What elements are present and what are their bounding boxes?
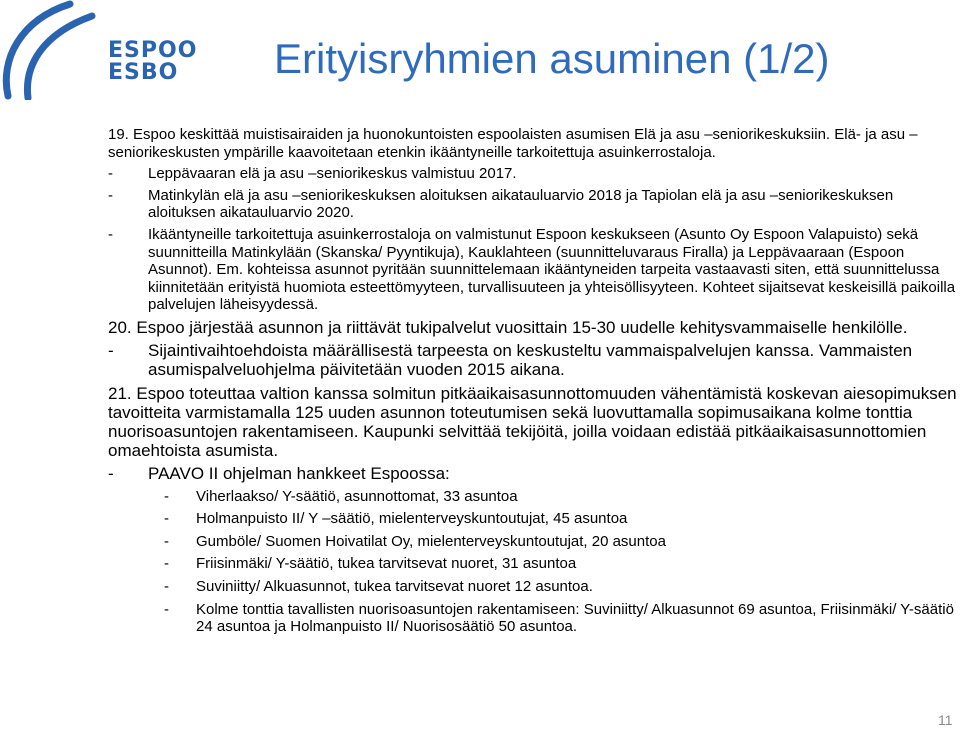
- list-item-text: Matinkylän elä ja asu –seniorikeskuksen aloituksen aikatauluarvio 2018 ja Tapiolan elä ja asu –seniorikeskuksen aloituksen aikatauluarvio 2020.: [148, 186, 894, 222]
- sub-list-item: [164, 510, 958, 528]
- sub-list-item: [164, 555, 958, 573]
- list-item: [108, 226, 958, 314]
- list-dash: -: [164, 532, 169, 550]
- list-item-text: Ikääntyneille tarkoitettuja asuinkerrostaloja on valmistunut Espoon keskukseen (Asunto Oy Espoon Valapuisto) sekä suunnitteilla Matinkylään (Skanska/ Pyyntikuja), Kauklahteen (suunnitteluvaraus Firalla) ja Leppävaaraan (Espoon Asunnot). Em. kohteissa asunnot pyritään suunnittelemaan ikääntyneiden tarpeita vastaavasti siten, että suunnittelussa kiinnitetään erityistä huomiota esteettömyyteen, turvallisuuteen ja yhteisöllisyyteen. Kohteet sijaitsevat keskeisillä paikoilla palvelujen läheisyydessä.: [148, 225, 956, 314]
- list-dash: -: [164, 510, 169, 528]
- list-item-text: PAAVO II ohjelman hankkeet Espoossa:: [148, 464, 450, 484]
- list-item: [108, 341, 958, 379]
- list-item: [108, 187, 958, 222]
- logo-line-2: ESBO: [108, 60, 179, 85]
- list-dash: -: [108, 464, 114, 484]
- sub-list-item: [164, 601, 958, 636]
- list-item: [108, 165, 958, 183]
- slide-body: [108, 126, 958, 641]
- paragraph-20: 20. Espoo järjestää asunnon ja riittävät tukipalvelut vuosittain 15-30 uudelle kehitysvammaiselle henkilölle.: [108, 317, 908, 337]
- sub-list-item-text: Viherlaakso/ Y-säätiö, asunnottomat, 33 asuntoa: [196, 487, 518, 505]
- sub-list-item-text: Friisinmäki/ Y-säätiö, tukea tarvitsevat nuoret, 31 asuntoa: [196, 555, 577, 573]
- sub-list-item: [164, 533, 958, 551]
- list-dash: -: [164, 600, 169, 618]
- sub-list-item: [164, 488, 958, 506]
- page-number: 11: [938, 712, 953, 728]
- list-dash: -: [108, 165, 113, 183]
- list-item-text: Sijaintivaihtoehdoista määrällisestä tarpeesta on keskusteltu vammaispalvelujen kanssa. Vammaisten asumispalveluohjelma päivitetään vuoden 2015 aikana.: [148, 341, 913, 380]
- list-dash: -: [108, 341, 114, 361]
- list-item: [108, 464, 958, 483]
- list-item-text: Leppävaaran elä ja asu –seniorikeskus valmistuu 2017.: [148, 165, 517, 183]
- sub-list-item-text: Gumböle/ Suomen Hoivatilat Oy, mielenterveyskuntoutujat, 20 asuntoa: [196, 532, 666, 550]
- sub-list-item-text: Holmanpuisto II/ Y –säätiö, mielenterveyskuntoutujat, 45 asuntoa: [196, 510, 628, 528]
- sub-list-item: [164, 578, 958, 596]
- list-dash: -: [108, 186, 113, 204]
- paragraph-21: 21. Espoo toteuttaa valtion kanssa solmitun pitkäaikaisasunnottomuuden vähentämistä koskevan aiesopimuksen tavoitteita varmistamalla 125 uuden asunnon toteutumisen sekä luovuttamalla sopimusaikana kolme tonttia nuorisoasuntojen rakentamiseen. Kaupunki selvittää tekijöitä, joilla voidaan edistää pitkäaikaisasunnottomien omaehtoista asumista.: [108, 383, 957, 461]
- list-dash: -: [108, 225, 113, 243]
- espoo-wave-logo-icon: [0, 0, 110, 100]
- list-dash: -: [164, 577, 169, 595]
- paragraph-19: 19. Espoo keskittää muistisairaiden ja huonokuntoisten espoolaisten asumisen Elä ja asu –seniorikeskuksiin. Elä- ja asu –seniorikeskusten ympärille kaavoitetaan etenkin ikääntyneille tarkoitettuja asuinkerrostaloja.: [108, 126, 918, 161]
- espoo-logo: [0, 0, 200, 100]
- logo-line-1: ESPOO: [108, 38, 198, 63]
- slide-title: Erityisryhmien asuminen (1/2): [274, 35, 830, 82]
- sub-list-item-text: Suviniitty/ Alkuasunnot, tukea tarvitsevat nuoret 12 asuntoa.: [196, 577, 593, 595]
- list-dash: -: [164, 487, 169, 505]
- list-dash: -: [164, 555, 169, 573]
- sub-list-item-text: Kolme tonttia tavallisten nuorisoasuntojen rakentamiseen: Suviniitty/ Alkuasunnot 69 asuntoa, Friisinmäki/ Y-säätiö 24 asuntoa ja Holmanpuisto II/ Nuorisosäätiö 50 asuntoa.: [196, 600, 954, 636]
